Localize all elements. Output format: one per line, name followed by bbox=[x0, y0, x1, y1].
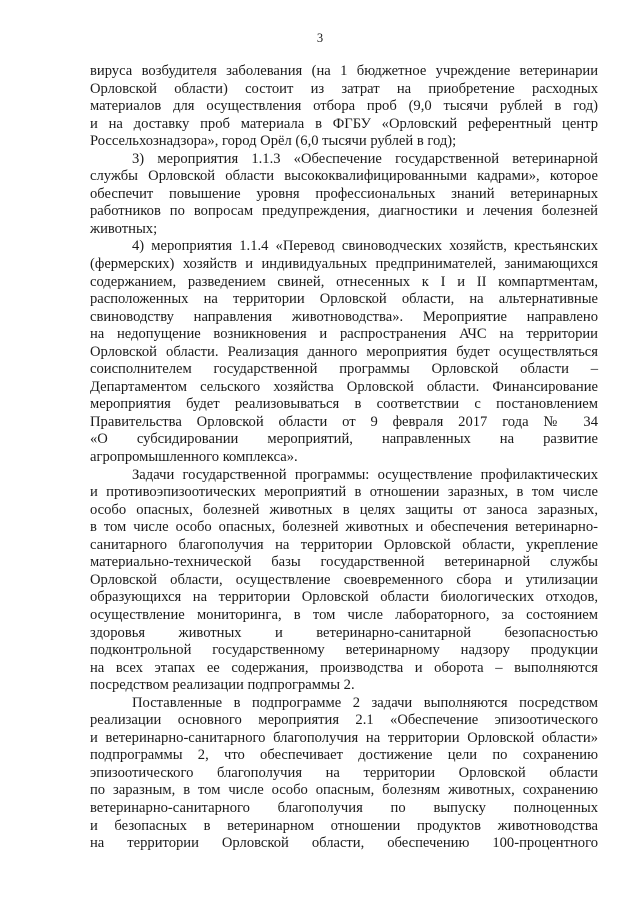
text-line: агропромышленного комплекса». bbox=[90, 449, 298, 466]
text-line: мероприятия будет реализовываться в соответствии с постановлением bbox=[90, 396, 598, 413]
text-line: Департаментом сельского хозяйства Орловской области. Финансирование bbox=[90, 378, 598, 395]
text-line: соисполнителем государственной программы Орловской области – bbox=[90, 361, 598, 378]
text-line: работников по вопросам предупреждения, диагностики и лечения болезней bbox=[90, 203, 598, 220]
text-line: (фермерских) хозяйств и индивидуальных предпринимателей, занимающихся bbox=[90, 256, 598, 273]
text-line: особо опасных, болезней животных в целях защиты от заноса заразных, bbox=[90, 501, 598, 518]
text-line: «О субсидировании мероприятий, направленных на развитие bbox=[90, 431, 598, 448]
text-line: подпрограммы 2, что обеспечивает достижение цели по сохранению bbox=[90, 747, 598, 764]
text-line: Орловской области) состоит из затрат на приобретение расходных bbox=[90, 80, 598, 97]
text-line: материалов для осуществления отбора проб (9,0 тысячи рублей в год) bbox=[90, 98, 598, 115]
text-line: расположенных на территории Орловской области, на альтернативные bbox=[90, 291, 598, 308]
paragraph-p2 bbox=[90, 151, 598, 239]
text-line: вируса возбудителя заболевания (на 1 бюджетное учреждение ветеринарии bbox=[90, 63, 598, 79]
paragraph-p3 bbox=[90, 238, 598, 466]
text-line: свиноводству направления животноводства». Мероприятие направлено bbox=[90, 308, 598, 325]
text-line: посредством реализации подпрограммы 2. bbox=[90, 677, 355, 694]
text-line: Орловской области. Реализация данного мероприятия будет осуществляться bbox=[90, 343, 598, 360]
text-line: 4) мероприятия 1.1.4 «Перевод свиноводческих хозяйств, крестьянских bbox=[132, 238, 598, 255]
text-line: Поставленные в подпрограмме 2 задачи выполняются посредством bbox=[132, 694, 598, 711]
text-line: осуществление мониторинга, в том числе лабораторного, за состоянием bbox=[90, 606, 598, 623]
text-line: и противоэпизоотических мероприятий в отношении заразных, в том числе bbox=[90, 484, 598, 501]
text-line: на территории Орловской области, обеспечению 100-процентного bbox=[90, 835, 598, 852]
text-line: ветеринарно-санитарного благополучия по выпуску полноценных bbox=[90, 799, 598, 816]
text-line: в том числе особо опасных, болезней животных и обеспечения ветеринарно- bbox=[90, 519, 598, 536]
text-line: на недопущение возникновения и распространения АЧС на территории bbox=[90, 326, 598, 343]
text-line: содержанием, разведением свиней, отнесенных к I и II компартментам, bbox=[90, 273, 598, 290]
text-line: Задачи государственной программы: осуществление профилактических bbox=[132, 466, 598, 483]
text-line: и на доставку проб материала в ФГБУ «Орловский референтный центр bbox=[90, 115, 598, 132]
paragraph-p4 bbox=[90, 467, 598, 695]
paragraph-p5 bbox=[90, 695, 598, 853]
text-line: и безопасных в ветеринарном отношении продуктов животноводства bbox=[90, 817, 598, 834]
document-body bbox=[90, 63, 598, 853]
text-line: материально-технической базы государственной ветеринарной службы bbox=[90, 554, 598, 571]
paragraph-p1 bbox=[90, 63, 598, 151]
text-line: образующихся на территории Орловской области биологических отходов, bbox=[90, 589, 598, 606]
text-line: обеспечит повышение уровня профессиональных знаний ветеринарных bbox=[90, 185, 598, 202]
text-line: санитарного благополучия на территории Орловской области, укрепление bbox=[90, 536, 598, 553]
text-line: Орловской области, осуществление своевременного сбора и утилизации bbox=[90, 571, 598, 588]
page-number: 3 bbox=[316, 31, 324, 45]
text-line: Правительства Орловской области от 9 февраля 2017 года № 34 bbox=[90, 413, 598, 430]
text-line: службы Орловской области высококвалифицированными кадрами», которое bbox=[90, 168, 598, 185]
text-line: и ветеринарно-санитарного благополучия на территории Орловской области» bbox=[90, 729, 598, 746]
text-line: эпизоотического благополучия на территории Орловской области bbox=[90, 764, 598, 781]
text-line: реализации основного мероприятия 2.1 «Обеспечение эпизоотического bbox=[90, 712, 598, 729]
text-line: на всех этапах ее содержания, производства и оборота – выполняются bbox=[90, 659, 598, 676]
text-line: животных; bbox=[90, 220, 158, 237]
text-line: подконтрольной государственному ветеринарному надзору продукции bbox=[90, 642, 598, 659]
text-line: по заразным, в том числе особо опасным, болезням животных, сохранению bbox=[90, 782, 598, 799]
text-line: здоровья животных и ветеринарно-санитарной безопасностью bbox=[90, 624, 598, 641]
text-line: 3) мероприятия 1.1.3 «Обеспечение государственной ветеринарной bbox=[132, 150, 598, 167]
text-line: Россельхознадзора», город Орёл (6,0 тысячи рублей в год); bbox=[90, 133, 457, 150]
